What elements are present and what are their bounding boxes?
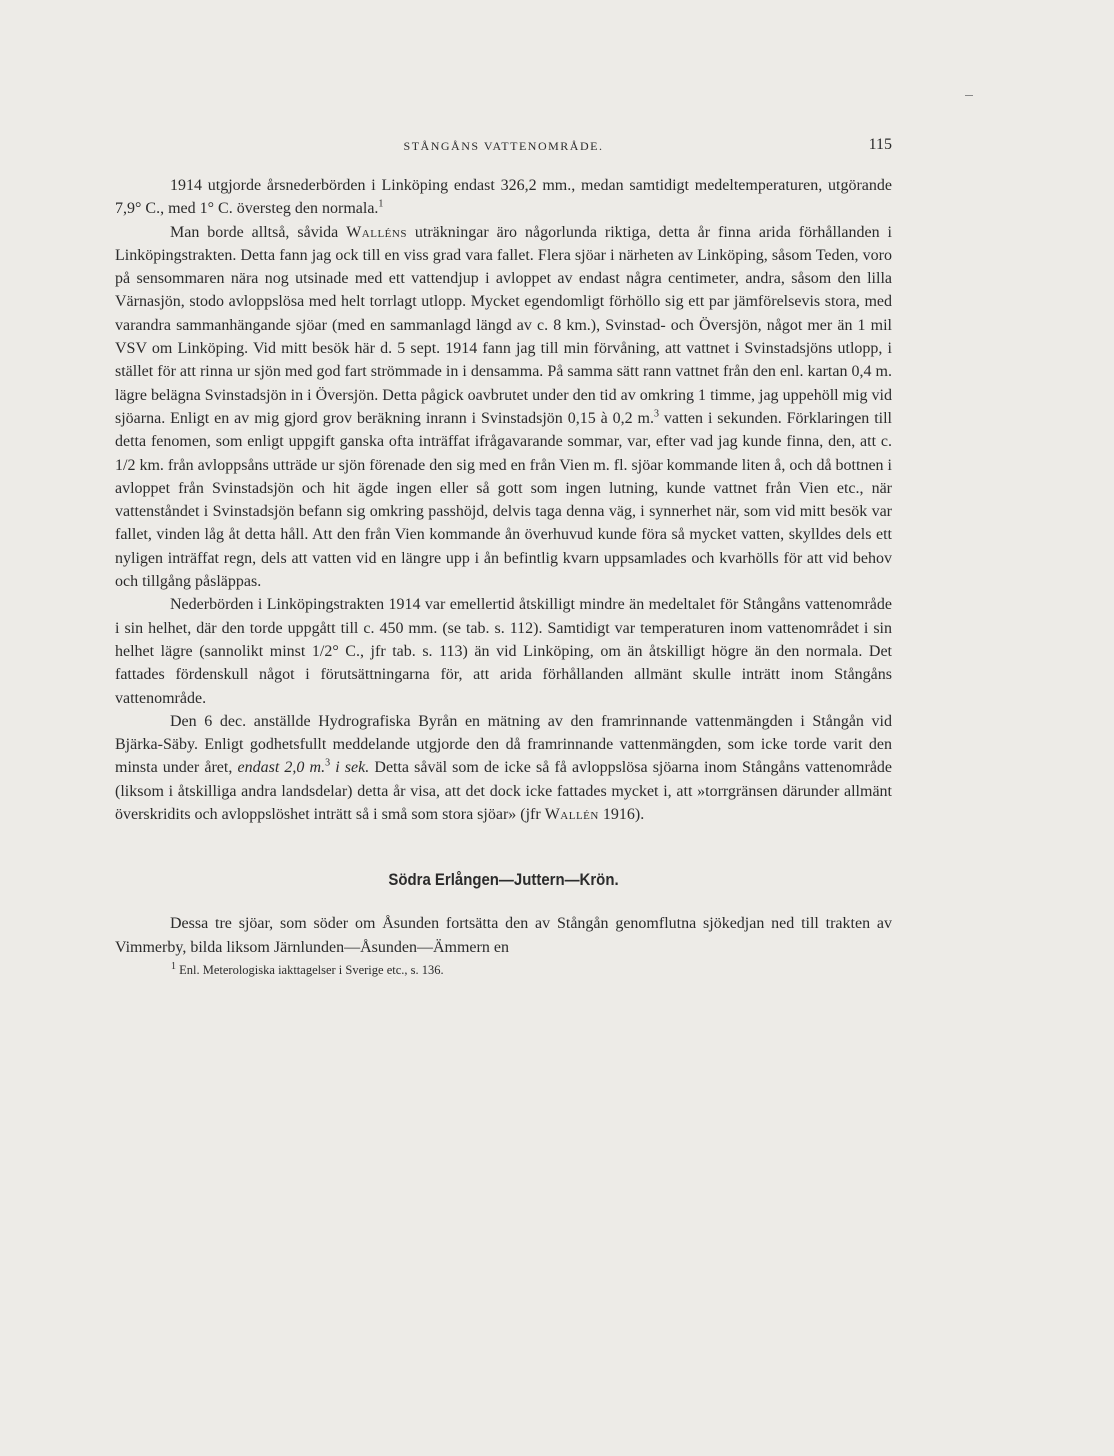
paragraph-4-text-c: 1916). <box>598 806 645 824</box>
paragraph-4-text-a: Den 6 dec. anställde Hydrografiska Byrån en mätning av den framrinnande vattenmängden i Stångån vid Bjärka-Säby. Enligt godhetsfullt meddelande utgjorde den då framrinnande vattenmängden, som icke torde varit den minsta under året, <box>115 712 892 777</box>
superscript-3: 3 <box>325 758 331 770</box>
scan-mark <box>965 95 973 96</box>
footnote-text: Enl. Meterologiska iakttagelser i Sverige etc., s. 136. <box>179 962 444 977</box>
paragraph-2-text-c: vatten i sekunden. Förklaringen till detta fenomen, som enligt uppgift ganska ofta inträffat ifrågavarande sommar, var, efter vad jag kunde finna, den, att c. <box>115 409 893 451</box>
paragraph-2-text-d: km. från avloppsåns utträde ur sjön förenade den sig med en från Vien m. fl. sjöar kommande liten å, och då bottnen i avloppet från Svinstadsjön och hit ägde ingen eller så gott som ingen lutning, kunde vattnet från Vien etc., när vattenståndet i Svinstadsjön befann sig omkring passhöjd, delvis taga denna väg, i synnerhet när, som vid mitt besök var fallet, vinden låg åt detta håll. Att den från Vien kommande ån överhuvud kunde föra så mycket vatten, skylldes dels ett nyligen inträffat regn, dels att vatten vid en längre upp i ån befintlig kvarn uppsamlades och kvarhölls för att vid behov och tillgång påsläppas. <box>115 456 892 591</box>
page-number: 115 <box>868 136 892 153</box>
section-title: Södra Erlången—Juttern—Krön. <box>388 870 619 890</box>
paragraph-2-text-b: uträkningar äro någorlunda riktiga, detta år finna arida förhållanden i Linköpingstrakten. Detta fann jag ock till en viss grad vara fallet. Flera sjöar i närheten av Linköping, såsom Teden, voro på sensommaren nära nog utsinade med ett vattendjup i avloppet av endast några centimeter, andra, såsom den lilla Värnasjön, stodo avloppslösa med helt torrlagt utlopp. Mycket egendomligt förhöllo sig ett par jämförelsevis stora, med varandra sammanhängande sjöar (med en sammanlagd längd av c. 8 km.), Svinstad- och Översjön, något mer än 1 mil VSV om Linköping. Vid mitt besök här d. 5 sept. 1914 fann jag till min förvåning, att vattnet i Svinstadsjöns utlopp, i stället för att rinna ur sjön med god fart strömmade in i densamma. På samma sätt rann vattnet från den enl. kartan 0,4 m. lägre belägna Svinstadsjön in i Översjön. Detta pågick oavbrutet under den tid av omkring 1 timme, jag uppehöll mig vid sjöarna. Enligt en av mig gjord grov beräkning inrann i Svinstadsjön 0,15 à 0,2 m. <box>115 223 892 427</box>
paragraph-3 <box>115 593 892 709</box>
body-text <box>115 174 892 978</box>
author-name-wallen: Wallén <box>544 806 599 824</box>
superscript-3: 3 <box>654 408 660 420</box>
paragraph-4-text-b: Detta såväl som de icke så få avloppslösa sjöarna inom Stångåns vattenområde (liksom i åtskilliga andra landsdelar) detta år visa, att det dock icke fattades mycket i, att »torrgränsen därunder allmänt överskridits och avloppslöshet inträtt så i små som stora sjöar» (jfr <box>115 759 893 824</box>
paragraph-2-text-a: Man borde alltså, såvida <box>170 223 347 241</box>
paragraph-1 <box>115 174 892 221</box>
fraction-half: 1/2 <box>311 642 333 660</box>
footnote-marker: 1 <box>171 960 176 972</box>
paragraph-3-text-b: ° C., jfr tab. s. 113) än vid Linköping, om än åtskilligt högre än den normala. Det fattades fördenskull något i förutsättningarna för, att arida förhållanden allmänt skulle inträtt inom Stångåns vattenområde. <box>115 642 892 707</box>
paragraph-1-text: 1914 utgjorde årsnederbörden i Linköping endast 326,2 mm., medan samtidigt medeltemperaturen, utgörande 7,9° C., med 1° C. översteg den normala. <box>115 177 892 218</box>
footnote-ref: 1 <box>378 198 384 210</box>
paragraph-2 <box>115 221 892 594</box>
paragraph-4 <box>115 710 892 826</box>
paragraph-4-italic: endast 2,0 m. <box>237 759 326 777</box>
paragraph-3-text-a: Nederbörden i Linköpingstrakten 1914 var emellertid åtskilligt mindre än medeltalet för Stångåns vattenområde i sin helhet, där den torde uppgått till c. 450 mm. (se tab. s. 112). Samtidigt var temperaturen inom vattenområdet i sin helhet lägre (sannolikt minst <box>115 596 892 660</box>
page-header <box>115 136 892 158</box>
paragraph-4-italic-2: i sek. <box>330 759 370 777</box>
paragraph-5: Dessa tre sjöar, som söder om Åsunden fortsätta den av Stångån genomflutna sjökedjan ned till trakten av Vimmerby, bilda liksom Järnlunden—Åsunden—Ämmern en <box>115 915 892 956</box>
footnote <box>115 962 892 978</box>
fraction-half: 1/2 <box>115 456 136 474</box>
running-title: STÅNGÅNS VATTENOMRÅDE. <box>403 139 604 153</box>
author-name-wallens: Walléns <box>346 223 407 241</box>
